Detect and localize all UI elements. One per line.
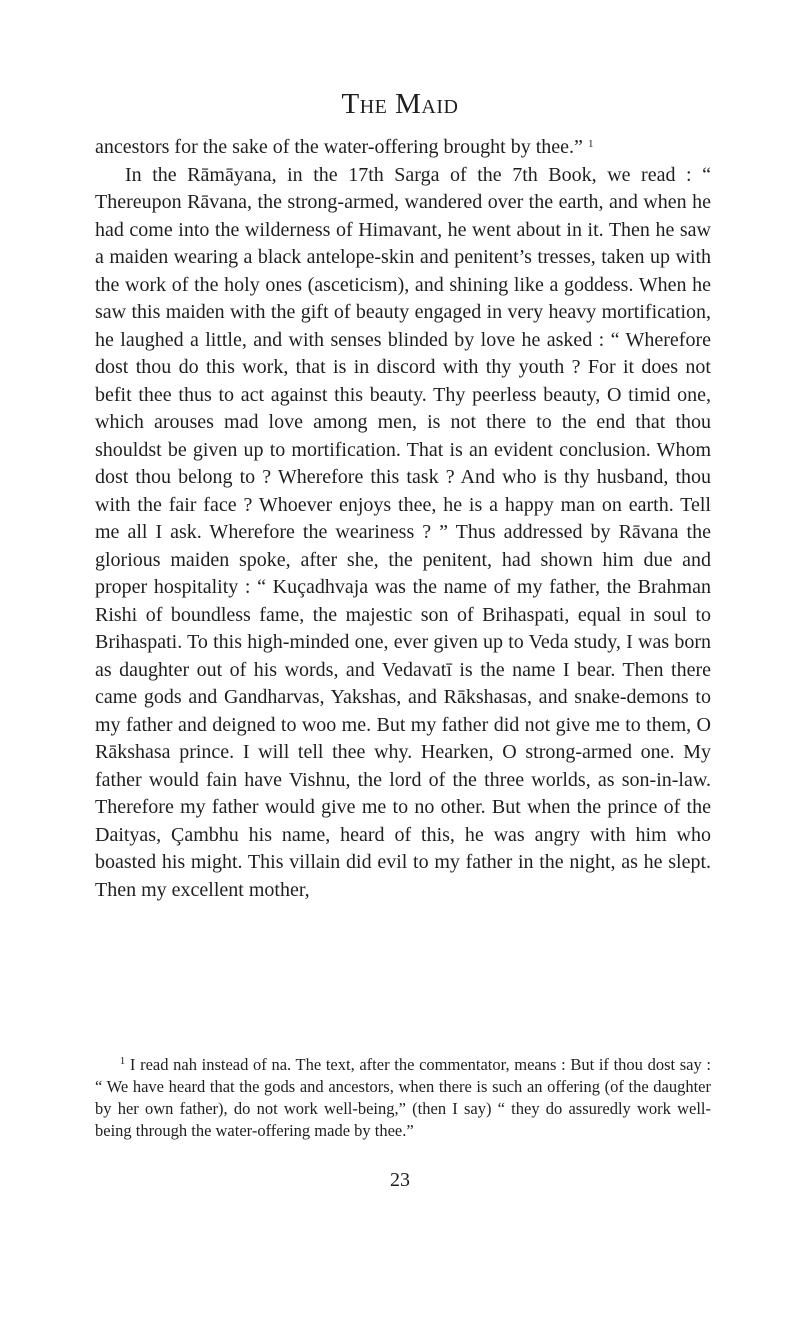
paragraph-text: In the Rāmāyana, in the 17th Sarga of the 7th Book, we read : “ Thereupon Rāvana, the strong-armed, wandered over the earth, and when he had come into the wilderness of Himavant, he went about in it. Then he saw a maiden wearing a black antelope-skin and penitent’s tresses, taken up with the work of the holy ones (asceticism), and shining like a goddess. When he saw this maiden with the gift of beauty engaged in very heavy mortification, he laughed a little, and with senses blinded by love he asked : “ Wherefore dost thou do this work, that is in discord with thy youth ? For it does not befit thee thus to act against this beauty. Thy peerless beauty, O timid one, which arouses mad love among men, is not there to the end that thou shouldst be given up to mortification. That is an evident conclusion. Whom dost thou belong to ? Wherefore this task ? And who is thy husband, thou with the fair face ? Whoever enjoys thee, he is a happy man on earth. Tell me all I ask. Wherefore the weariness ? ” Thus addressed by Rāvana the glorious maiden spoke, after she, the penitent, had shown him due and proper hospitality : “ Kuçadhvaja was the name of my father, the Brahman Rishi of boundless fame, the majestic son of Brihaspati, equal in soul to Brihaspati. To this high-minded one, ever given up to Veda study, I was born as daughter out of his words, and Vedavatī is the name I bear. Then there came gods and Gandharvas, Yakshas, and Rākshasas, and snake-demons to my father and deigned to woo me. But my father did not give me to them, O Rākshasa prince. I will tell thee why. Hearken, O strong-armed one. My father would fain have Vishnu, the lord of the three worlds, as son-in-law. Therefore my father would give me to no other. But when the prince of the Daityas, Çambhu his name, heard of this, he was angry with him who boasted his might. This villain did evil to my father in the night, as he slept. Then my excellent mother, [95,163,711,901]
paragraph-text: ancestors for the sake of the water-offering brought by thee.” [95,136,583,158]
main-text [95,134,711,904]
footnote-marker: 1 [119,1054,126,1067]
running-head: The Maid [341,88,459,120]
paragraph-continuation [95,134,711,162]
footnote-text: I read nah instead of na. The text, after the commentator, means : But if thou dost say : “ We have heard that the gods and ancestors, when there is such an offering (of the daughter by her own father), do not work well-being,” (then I say) “ they do assuredly work well-being through the water-offering made by thee.” [95,1055,711,1140]
footnote [95,1054,711,1142]
paragraph-ramayana-quote [95,162,711,905]
page-number: 23 [390,1169,410,1191]
footnotes [95,1054,711,1142]
footnote-reference: 1 [587,137,594,150]
